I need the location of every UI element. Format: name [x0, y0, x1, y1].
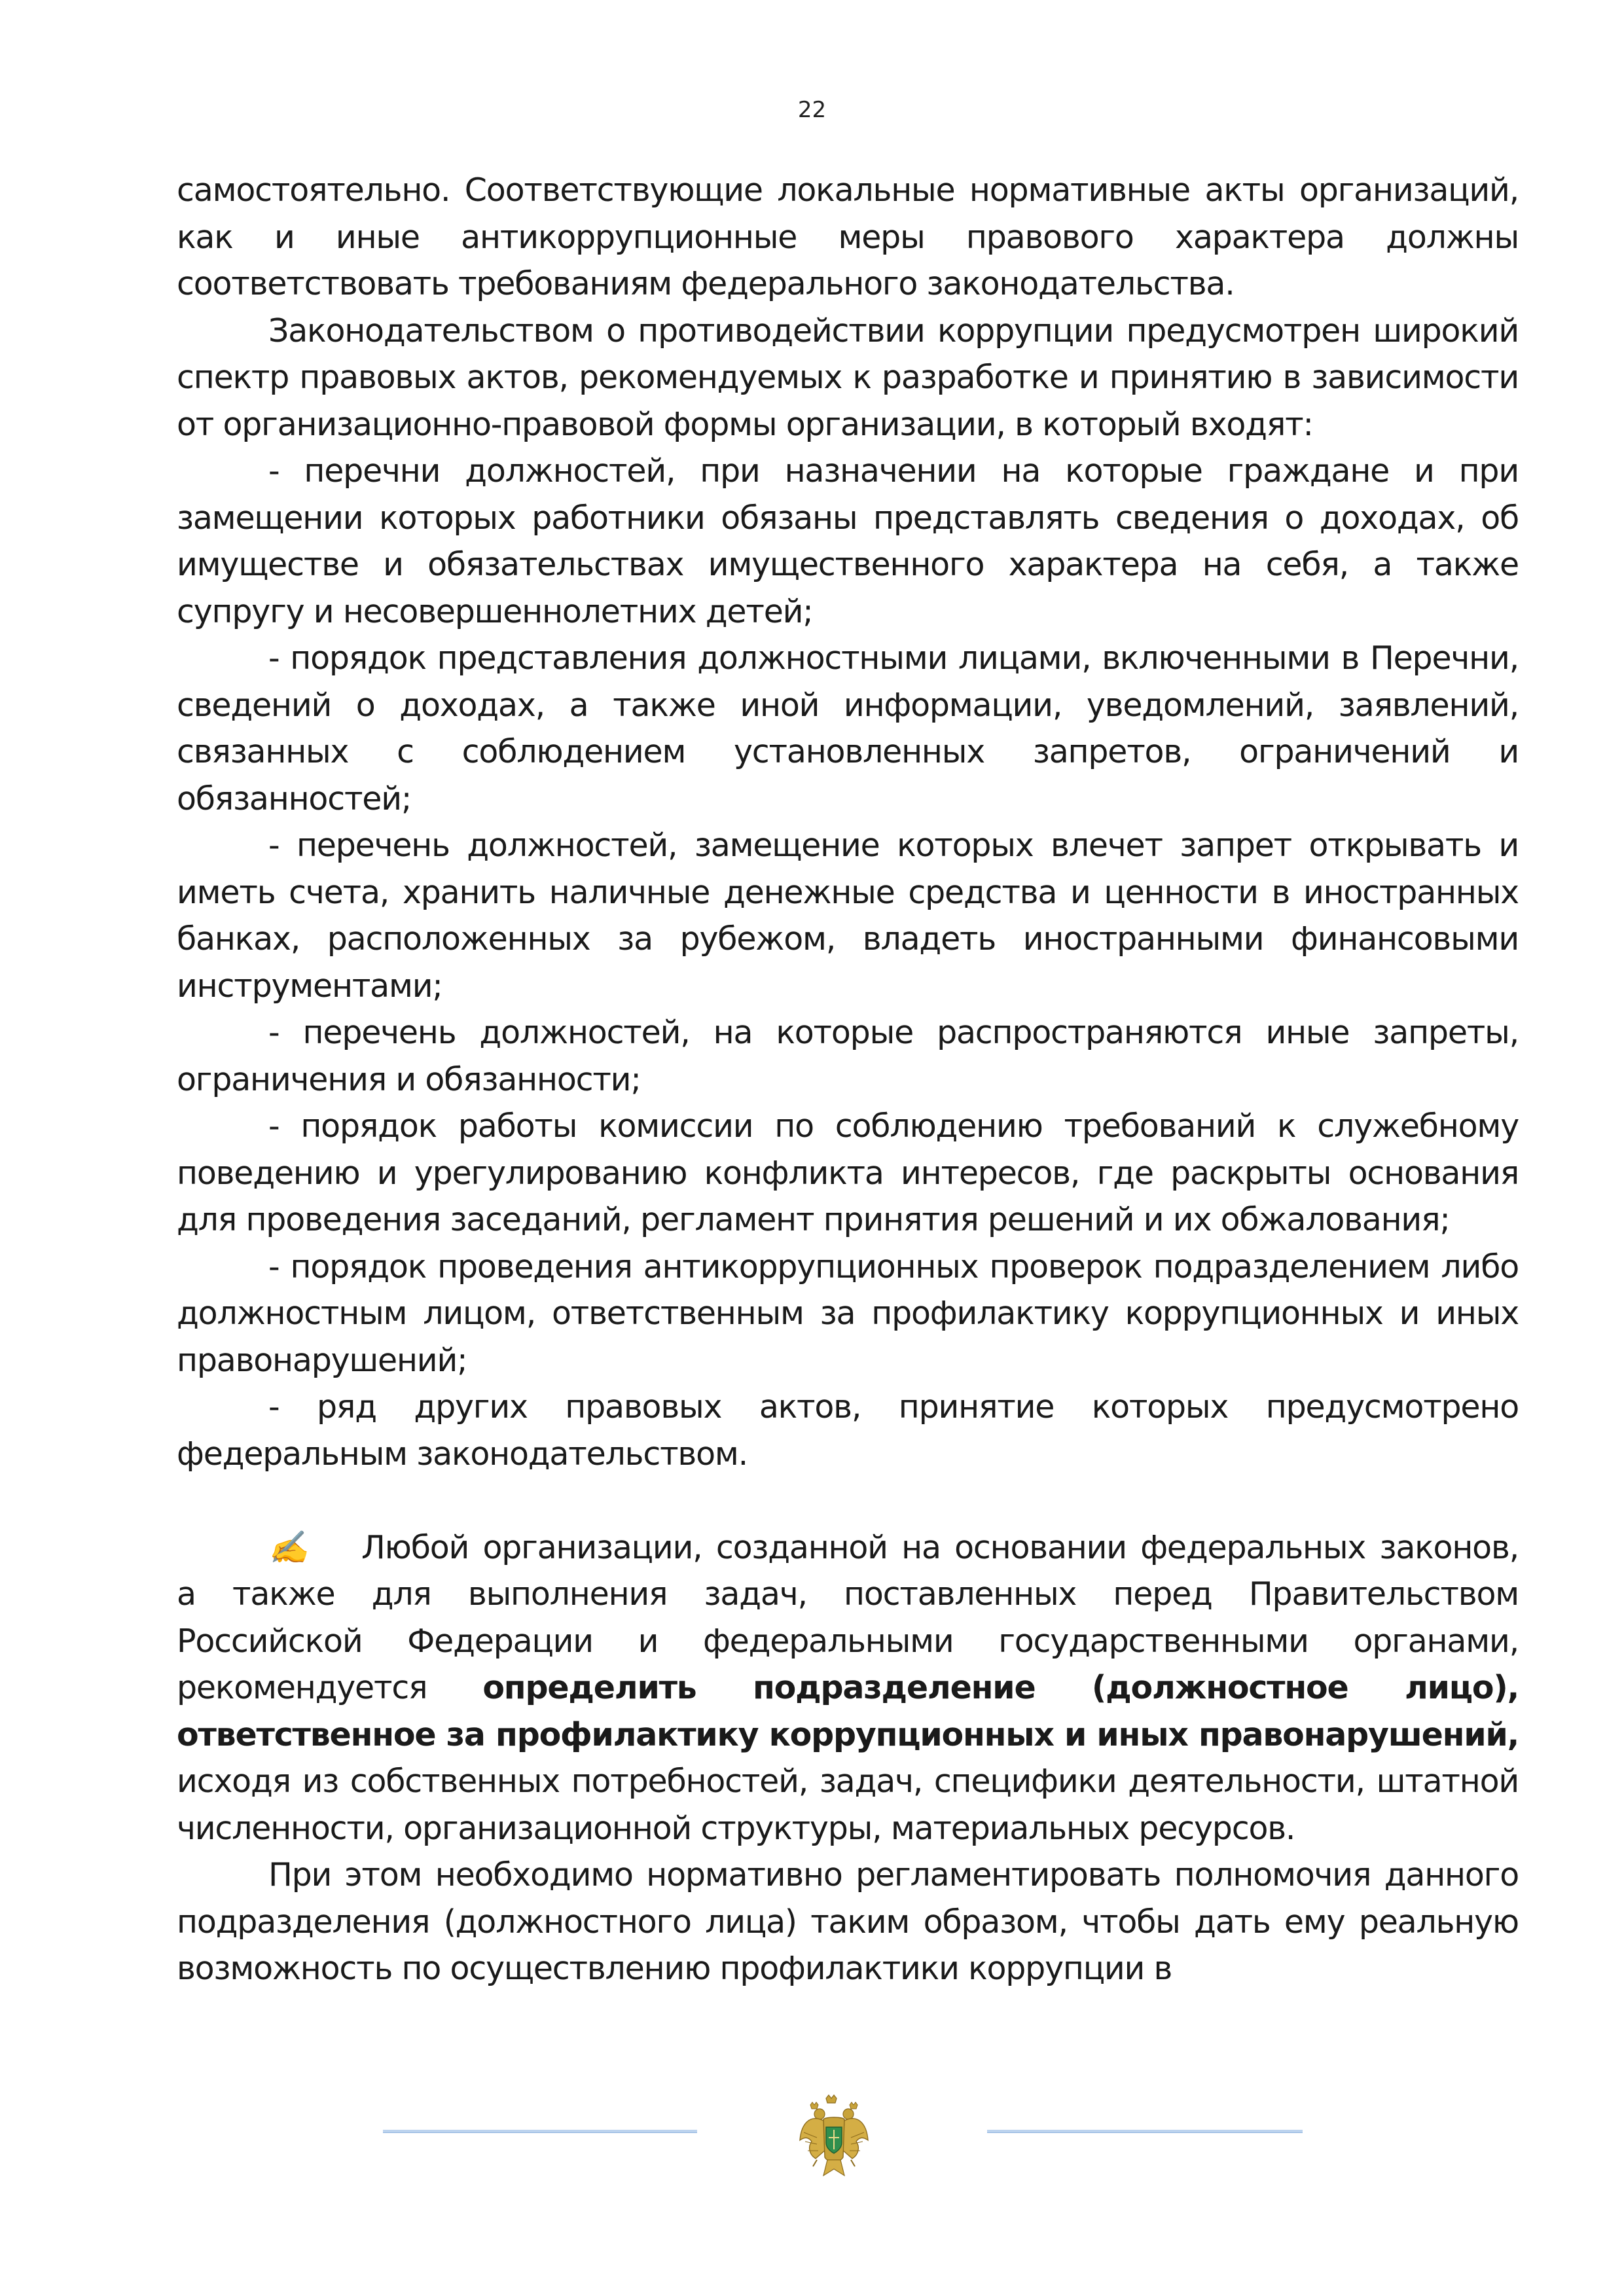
list-item: - порядок представления должностными лицами, включенными в Перечни, сведений о доходах, а также иной информации, уведомлений, заявлений, связанных с соблюдением установленных запретов, ограничений и обязанностей; — [177, 639, 1519, 817]
list-item: - ряд других правовых актов, принятие которых предусмотрено федеральным законодательством. — [177, 1388, 1519, 1473]
list-item: - порядок работы комиссии по соблюдению требований к служебному поведению и урегулированию конфликта интересов, где раскрыты основания для проведения заседаний, регламент принятия решений и их обжалования; — [177, 1107, 1519, 1238]
double-headed-eagle-emblem — [797, 2094, 871, 2181]
list-item: - перечень должностей, замещение которых влечет запрет открывать и иметь счета, хранить наличные денежные средства и ценности в иностранных банках, расположенных за рубежом, владеть иностранными финансовыми инструментами; — [177, 827, 1519, 1005]
highlight-text: Любой организации, созданной на основании федеральных законов, а также для выполнения задач, поставленных перед Правительством Российской Федерации и федеральными государственными органами, рекомендуется — [177, 1528, 1519, 1706]
highlight-bold-text: определить подразделение (должностное лицо), ответственное за профилактику коррупционных и иных правонарушений, — [177, 1669, 1519, 1753]
body-text — [177, 167, 1519, 1992]
footer-rule-right — [987, 2130, 1303, 2133]
list-item: - порядок проведения антикоррупционных проверок подразделением либо должностным лицом, ответственным за профилактику коррупционных и иных правонарушений; — [177, 1247, 1519, 1379]
footer-rule-left — [383, 2130, 697, 2133]
paragraph-continuation: самостоятельно. Соответствующие локальные нормативные акты организаций, как и иные антикоррупционные меры правового характера должны соответствовать требованиям федерального законодательства. — [177, 171, 1519, 302]
highlight-text-end: исходя из собственных потребностей, задач, специфики деятельности, штатной численности, организационной структуры, материальных ресурсов. — [177, 1763, 1519, 1847]
highlight-paragraph — [177, 1524, 1519, 1852]
list-item: - перечень должностей, на которые распространяются иные запреты, ограничения и обязанности; — [177, 1014, 1519, 1098]
paragraph-legislation-intro: Законодательством о противодействии коррупции предусмотрен широкий спектр правовых актов, рекомендуемых к разработке и принятию в зависимости от организационно-правовой формы организации, в который входят: — [177, 312, 1519, 443]
writing-hand-icon: ✍ — [268, 1528, 308, 1566]
list-item: - перечни должностей, при назначении на которые граждане и при замещении которых работники обязаны представлять сведения о доходах, об имуществе и обязательствах имущественного характера на себя, а также супругу и несовершеннолетних детей; — [177, 452, 1519, 630]
paragraph-closing: При этом необходимо нормативно регламентировать полномочия данного подразделения (должностного лица) таким образом, чтобы дать ему реальную возможность по осуществлению профилактики коррупции в — [177, 1856, 1519, 1987]
page-number: 22 — [797, 97, 827, 123]
